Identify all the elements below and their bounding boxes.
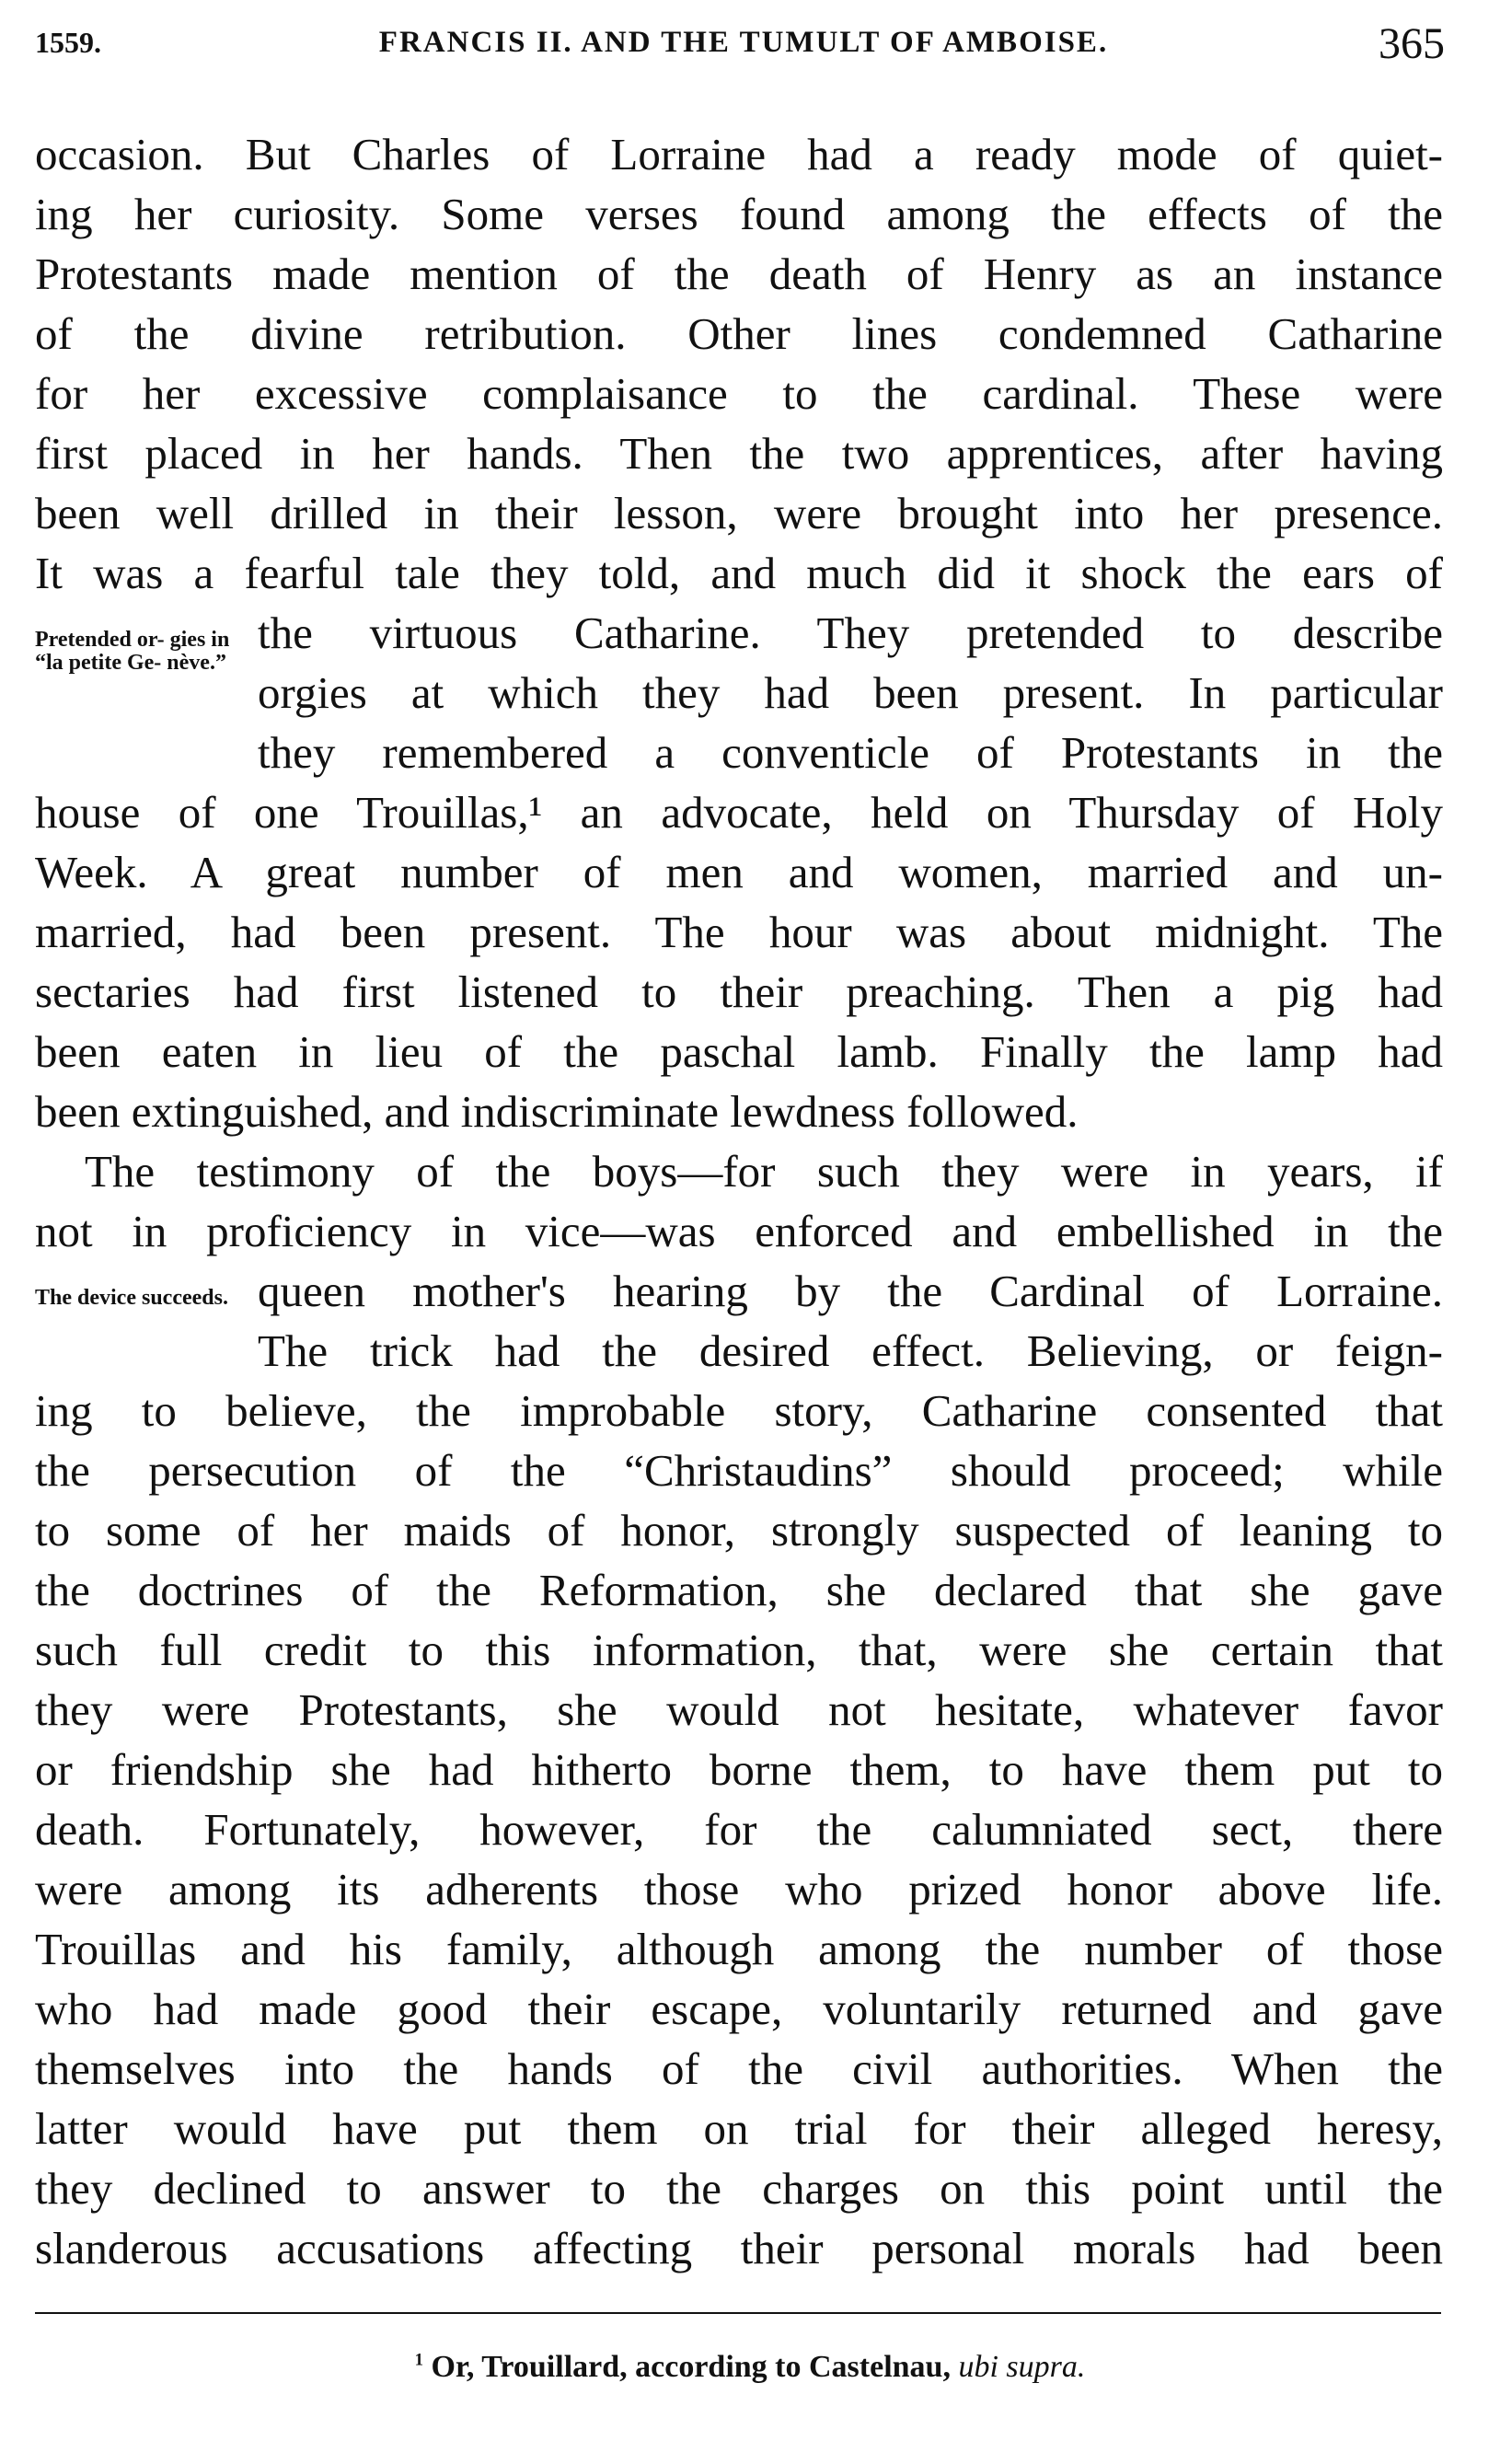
body-line: occasion. But Charles of Lorraine had a ready mode of quiet- xyxy=(35,129,1443,179)
body-line: sectaries had first listened to their preaching. Then a pig had xyxy=(35,966,1443,1017)
body-line: they declined to answer to the charges on this point until the xyxy=(35,2163,1443,2214)
body-line: The testimony of the boys—for such they were in years, if xyxy=(85,1146,1443,1197)
body-line: for her excessive complaisance to the cardinal. These were xyxy=(35,368,1443,419)
body-line: Week. A great number of men and women, married and un- xyxy=(35,847,1443,897)
body-line: to some of her maids of honor, strongly suspected of leaning to xyxy=(35,1505,1443,1556)
header-year: 1559. xyxy=(35,26,101,59)
body-line: of the divine retribution. Other lines condemned Catharine xyxy=(35,308,1443,359)
body-line: The trick had the desired effect. Believing, or feign- xyxy=(258,1325,1443,1376)
footnote-italic: ubi supra. xyxy=(958,2350,1086,2384)
body-line: the virtuous Catharine. They pretended to describe xyxy=(258,607,1443,658)
footnote-marker: 1 xyxy=(414,2350,423,2370)
body-line: not in proficiency in vice—was enforced and embellished in the xyxy=(35,1206,1443,1256)
body-line: Protestants made mention of the death of Henry as an instance xyxy=(35,249,1443,299)
running-header xyxy=(35,19,1452,81)
footnote-rule xyxy=(35,2312,1441,2314)
body-line: house of one Trouillas,¹ an advocate, held on Thursday of Holy xyxy=(35,787,1443,838)
body-line: who had made good their escape, voluntarily returned and gave xyxy=(35,1984,1443,2034)
body-line: they remembered a conventicle of Protestants in the xyxy=(258,727,1443,778)
body-line: death. Fortunately, however, for the calumniated sect, there xyxy=(35,1804,1443,1855)
body-line: been eaten in lieu of the paschal lamb. Finally the lamp had xyxy=(35,1026,1443,1077)
body-line: queen mother's hearing by the Cardinal of Lorraine. xyxy=(258,1266,1443,1316)
body-line: such full credit to this information, that, were she certain that xyxy=(35,1625,1443,1675)
body-line: latter would have put them on trial for their alleged heresy, xyxy=(35,2103,1443,2154)
body-line: orgies at which they had been present. In particular xyxy=(258,667,1443,718)
body-line: Trouillas and his family, although among the number of those xyxy=(35,1924,1443,1974)
body-line: been well drilled in their lesson, were brought into her presence. xyxy=(35,488,1443,538)
body-line: first placed in her hands. Then the two apprentices, after having xyxy=(35,428,1443,479)
body-line: the doctrines of the Reformation, she declared that she gave xyxy=(35,1565,1443,1615)
body-line: It was a fearful tale they told, and much did it shock the ears of xyxy=(35,548,1443,598)
body-line: or friendship she had hitherto borne them, to have them put to xyxy=(35,1744,1443,1795)
side-note: Pretended or- gies in “la petite Ge- nève.” xyxy=(35,628,230,675)
side-note: The device succeeds. xyxy=(35,1286,228,1310)
footnote xyxy=(0,2350,1500,2385)
body-line: themselves into the hands of the civil authorities. When the xyxy=(35,2043,1443,2094)
body-line: ing her curiosity. Some verses found among the effects of the xyxy=(35,189,1443,239)
footnote-text: Or, Trouillard, according to Castelnau, xyxy=(431,2350,951,2384)
running-title: FRANCIS II. AND THE TUMULT OF AMBOISE. xyxy=(378,26,1109,59)
page-number: 365 xyxy=(1379,19,1445,68)
body-line: slanderous accusations affecting their personal morals had been xyxy=(35,2223,1443,2273)
body-line: were among its adherents those who prized honor above life. xyxy=(35,1864,1443,1915)
body-line: the persecution of the “Christaudins” should proceed; while xyxy=(35,1445,1443,1496)
body-line: ing to believe, the improbable story, Catharine consented that xyxy=(35,1385,1443,1436)
body-line: been extinguished, and indiscriminate lewdness followed. xyxy=(35,1086,1079,1137)
body-line: married, had been present. The hour was about midnight. The xyxy=(35,907,1443,957)
body-line: they were Protestants, she would not hesitate, whatever favor xyxy=(35,1684,1443,1735)
